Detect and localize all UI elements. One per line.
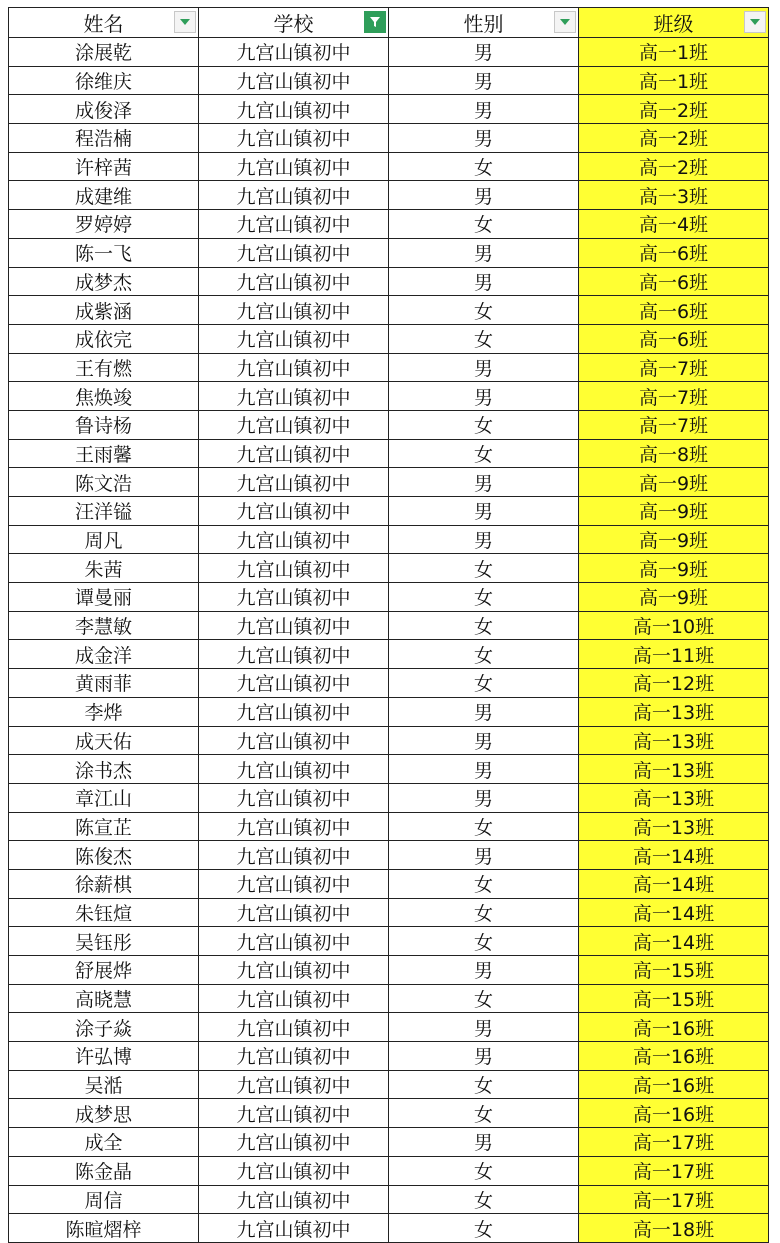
cell-name[interactable]: 程浩楠 bbox=[9, 124, 199, 153]
cell-school[interactable]: 九宫山镇初中 bbox=[199, 1070, 389, 1099]
cell-gender[interactable]: 女 bbox=[389, 669, 579, 698]
cell-name[interactable]: 成天佑 bbox=[9, 726, 199, 755]
cell-gender[interactable]: 女 bbox=[389, 1099, 579, 1128]
cell-class[interactable]: 高一15班 bbox=[579, 984, 769, 1013]
cell-class[interactable]: 高一14班 bbox=[579, 927, 769, 956]
column-header-name[interactable] bbox=[9, 8, 199, 38]
cell-school[interactable]: 九宫山镇初中 bbox=[199, 669, 389, 698]
cell-class[interactable]: 高一17班 bbox=[579, 1185, 769, 1214]
table-row bbox=[9, 152, 769, 181]
table-row bbox=[9, 1128, 769, 1157]
cell-name[interactable]: 成建维 bbox=[9, 181, 199, 210]
cell-class[interactable]: 高一4班 bbox=[579, 210, 769, 239]
table-row bbox=[9, 869, 769, 898]
cell-class[interactable]: 高一16班 bbox=[579, 1070, 769, 1099]
filter-active-button[interactable] bbox=[364, 11, 386, 33]
cell-gender[interactable]: 女 bbox=[389, 1070, 579, 1099]
cell-class[interactable]: 高一7班 bbox=[579, 353, 769, 382]
table-row bbox=[9, 956, 769, 985]
cell-school[interactable]: 九宫山镇初中 bbox=[199, 382, 389, 411]
cell-school[interactable]: 九宫山镇初中 bbox=[199, 353, 389, 382]
table-row bbox=[9, 410, 769, 439]
filter-dropdown-button[interactable] bbox=[174, 11, 196, 33]
cell-class[interactable]: 高一9班 bbox=[579, 583, 769, 612]
cell-school[interactable]: 九宫山镇初中 bbox=[199, 1185, 389, 1214]
cell-class[interactable]: 高一17班 bbox=[579, 1128, 769, 1157]
table-row bbox=[9, 726, 769, 755]
table-row bbox=[9, 783, 769, 812]
cell-gender[interactable]: 男 bbox=[389, 181, 579, 210]
cell-gender[interactable]: 男 bbox=[389, 697, 579, 726]
table-row bbox=[9, 669, 769, 698]
column-header-label: 性别 bbox=[463, 12, 504, 36]
cell-name[interactable]: 成金洋 bbox=[9, 640, 199, 669]
cell-class[interactable]: 高一3班 bbox=[579, 181, 769, 210]
cell-name[interactable]: 周凡 bbox=[9, 525, 199, 554]
cell-class[interactable]: 高一16班 bbox=[579, 1042, 769, 1071]
cell-class[interactable]: 高一16班 bbox=[579, 1099, 769, 1128]
cell-gender[interactable]: 男 bbox=[389, 66, 579, 95]
cell-gender[interactable]: 女 bbox=[389, 869, 579, 898]
cell-name[interactable]: 鲁诗杨 bbox=[9, 410, 199, 439]
cell-gender[interactable]: 女 bbox=[389, 927, 579, 956]
cell-gender[interactable]: 男 bbox=[389, 238, 579, 267]
cell-school[interactable]: 九宫山镇初中 bbox=[199, 898, 389, 927]
cell-name[interactable]: 陈一飞 bbox=[9, 238, 199, 267]
cell-school[interactable]: 九宫山镇初中 bbox=[199, 410, 389, 439]
table-row bbox=[9, 497, 769, 526]
cell-class[interactable]: 高一7班 bbox=[579, 382, 769, 411]
cell-gender[interactable]: 男 bbox=[389, 841, 579, 870]
cell-school[interactable]: 九宫山镇初中 bbox=[199, 956, 389, 985]
table-row bbox=[9, 927, 769, 956]
cell-name[interactable]: 章江山 bbox=[9, 783, 199, 812]
cell-class[interactable]: 高一13班 bbox=[579, 726, 769, 755]
cell-school[interactable]: 九宫山镇初中 bbox=[199, 726, 389, 755]
cell-gender[interactable]: 男 bbox=[389, 525, 579, 554]
cell-class[interactable]: 高一17班 bbox=[579, 1156, 769, 1185]
cell-school[interactable]: 九宫山镇初中 bbox=[199, 1128, 389, 1157]
cell-class[interactable]: 高一10班 bbox=[579, 611, 769, 640]
table-row bbox=[9, 1099, 769, 1128]
cell-gender[interactable]: 男 bbox=[389, 95, 579, 124]
filter-funnel-icon bbox=[369, 16, 381, 28]
cell-class[interactable]: 高一9班 bbox=[579, 468, 769, 497]
cell-class[interactable]: 高一7班 bbox=[579, 410, 769, 439]
cell-name[interactable]: 陈文浩 bbox=[9, 468, 199, 497]
cell-class[interactable]: 高一11班 bbox=[579, 640, 769, 669]
cell-name[interactable]: 徐薪棋 bbox=[9, 869, 199, 898]
cell-class[interactable]: 高一14班 bbox=[579, 869, 769, 898]
cell-class[interactable]: 高一15班 bbox=[579, 956, 769, 985]
cell-class[interactable]: 高一9班 bbox=[579, 525, 769, 554]
cell-name[interactable]: 李慧敏 bbox=[9, 611, 199, 640]
cell-school[interactable]: 九宫山镇初中 bbox=[199, 267, 389, 296]
table-row bbox=[9, 1214, 769, 1243]
cell-school[interactable]: 九宫山镇初中 bbox=[199, 66, 389, 95]
cell-class[interactable]: 高一2班 bbox=[579, 124, 769, 153]
table-row bbox=[9, 38, 769, 67]
cell-gender[interactable]: 女 bbox=[389, 1156, 579, 1185]
cell-school[interactable]: 九宫山镇初中 bbox=[199, 1214, 389, 1243]
cell-name[interactable]: 谭曼丽 bbox=[9, 583, 199, 612]
cell-class[interactable]: 高一14班 bbox=[579, 841, 769, 870]
chevron-down-icon bbox=[180, 19, 190, 25]
cell-gender[interactable]: 女 bbox=[389, 439, 579, 468]
table-row bbox=[9, 238, 769, 267]
cell-name[interactable]: 陈金晶 bbox=[9, 1156, 199, 1185]
table-row bbox=[9, 95, 769, 124]
cell-name[interactable]: 王有燃 bbox=[9, 353, 199, 382]
filter-dropdown-button[interactable] bbox=[744, 11, 766, 33]
cell-class[interactable]: 高一13班 bbox=[579, 755, 769, 784]
cell-name[interactable]: 舒展烨 bbox=[9, 956, 199, 985]
table-row bbox=[9, 66, 769, 95]
cell-name[interactable]: 成依完 bbox=[9, 324, 199, 353]
cell-class[interactable]: 高一16班 bbox=[579, 1013, 769, 1042]
cell-class[interactable]: 高一9班 bbox=[579, 554, 769, 583]
cell-gender[interactable]: 男 bbox=[389, 468, 579, 497]
cell-school[interactable]: 九宫山镇初中 bbox=[199, 640, 389, 669]
cell-name[interactable]: 成全 bbox=[9, 1128, 199, 1157]
cell-name[interactable]: 涂子焱 bbox=[9, 1013, 199, 1042]
cell-name[interactable]: 焦焕竣 bbox=[9, 382, 199, 411]
cell-gender[interactable]: 女 bbox=[389, 611, 579, 640]
table-row bbox=[9, 898, 769, 927]
table-row bbox=[9, 755, 769, 784]
cell-name[interactable]: 涂展乾 bbox=[9, 38, 199, 67]
cell-school[interactable]: 九宫山镇初中 bbox=[199, 1156, 389, 1185]
cell-class[interactable]: 高一18班 bbox=[579, 1214, 769, 1243]
cell-name[interactable]: 陈俊杰 bbox=[9, 841, 199, 870]
cell-name[interactable]: 王雨馨 bbox=[9, 439, 199, 468]
cell-class[interactable]: 高一12班 bbox=[579, 669, 769, 698]
cell-gender[interactable]: 女 bbox=[389, 583, 579, 612]
cell-class[interactable]: 高一6班 bbox=[579, 238, 769, 267]
column-header-gender[interactable] bbox=[389, 8, 579, 38]
cell-school[interactable]: 九宫山镇初中 bbox=[199, 468, 389, 497]
cell-class[interactable]: 高一1班 bbox=[579, 66, 769, 95]
table-row bbox=[9, 181, 769, 210]
cell-school[interactable]: 九宫山镇初中 bbox=[199, 497, 389, 526]
cell-gender[interactable]: 男 bbox=[389, 38, 579, 67]
table-row bbox=[9, 124, 769, 153]
cell-school[interactable]: 九宫山镇初中 bbox=[199, 439, 389, 468]
cell-school[interactable]: 九宫山镇初中 bbox=[199, 324, 389, 353]
cell-school[interactable]: 九宫山镇初中 bbox=[199, 210, 389, 239]
cell-class[interactable]: 高一14班 bbox=[579, 898, 769, 927]
cell-name[interactable]: 吴钰彤 bbox=[9, 927, 199, 956]
table-row bbox=[9, 525, 769, 554]
cell-class[interactable]: 高一6班 bbox=[579, 296, 769, 325]
cell-school[interactable]: 九宫山镇初中 bbox=[199, 869, 389, 898]
cell-school[interactable]: 九宫山镇初中 bbox=[199, 697, 389, 726]
cell-class[interactable]: 高一2班 bbox=[579, 95, 769, 124]
cell-name[interactable]: 黄雨菲 bbox=[9, 669, 199, 698]
table-row bbox=[9, 267, 769, 296]
cell-school[interactable]: 九宫山镇初中 bbox=[199, 841, 389, 870]
cell-gender[interactable]: 男 bbox=[389, 1042, 579, 1071]
column-header-class[interactable] bbox=[579, 8, 769, 38]
chevron-down-icon bbox=[560, 19, 570, 25]
table-row bbox=[9, 210, 769, 239]
table-row bbox=[9, 554, 769, 583]
table-row bbox=[9, 324, 769, 353]
table-row bbox=[9, 611, 769, 640]
cell-gender[interactable]: 男 bbox=[389, 382, 579, 411]
table-row bbox=[9, 812, 769, 841]
table-row bbox=[9, 841, 769, 870]
cell-class[interactable]: 高一6班 bbox=[579, 267, 769, 296]
table-row bbox=[9, 984, 769, 1013]
table-row bbox=[9, 382, 769, 411]
cell-class[interactable]: 高一13班 bbox=[579, 697, 769, 726]
cell-gender[interactable]: 男 bbox=[389, 726, 579, 755]
cell-gender[interactable]: 男 bbox=[389, 353, 579, 382]
cell-school[interactable]: 九宫山镇初中 bbox=[199, 927, 389, 956]
table-row bbox=[9, 468, 769, 497]
cell-school[interactable]: 九宫山镇初中 bbox=[199, 611, 389, 640]
cell-name[interactable]: 汪洋镒 bbox=[9, 497, 199, 526]
cell-school[interactable]: 九宫山镇初中 bbox=[199, 38, 389, 67]
cell-school[interactable]: 九宫山镇初中 bbox=[199, 296, 389, 325]
cell-name[interactable]: 罗婷婷 bbox=[9, 210, 199, 239]
cell-gender[interactable]: 女 bbox=[389, 640, 579, 669]
header-row bbox=[9, 8, 769, 38]
cell-gender[interactable]: 男 bbox=[389, 267, 579, 296]
cell-name[interactable]: 陈宣芷 bbox=[9, 812, 199, 841]
cell-name[interactable]: 成梦杰 bbox=[9, 267, 199, 296]
cell-school[interactable]: 九宫山镇初中 bbox=[199, 152, 389, 181]
cell-name[interactable]: 李烨 bbox=[9, 697, 199, 726]
cell-school[interactable]: 九宫山镇初中 bbox=[199, 238, 389, 267]
cell-school[interactable]: 九宫山镇初中 bbox=[199, 124, 389, 153]
cell-gender[interactable]: 女 bbox=[389, 324, 579, 353]
cell-school[interactable]: 九宫山镇初中 bbox=[199, 984, 389, 1013]
cell-gender[interactable]: 男 bbox=[389, 956, 579, 985]
cell-class[interactable]: 高一6班 bbox=[579, 324, 769, 353]
cell-gender[interactable]: 女 bbox=[389, 554, 579, 583]
cell-school[interactable]: 九宫山镇初中 bbox=[199, 812, 389, 841]
spreadsheet-table bbox=[8, 7, 769, 1243]
cell-gender[interactable]: 男 bbox=[389, 755, 579, 784]
cell-gender[interactable]: 男 bbox=[389, 1128, 579, 1157]
cell-school[interactable]: 九宫山镇初中 bbox=[199, 1042, 389, 1071]
cell-school[interactable]: 九宫山镇初中 bbox=[199, 1099, 389, 1128]
cell-gender[interactable]: 女 bbox=[389, 898, 579, 927]
table-row bbox=[9, 1042, 769, 1071]
cell-school[interactable]: 九宫山镇初中 bbox=[199, 583, 389, 612]
cell-name[interactable]: 涂书杰 bbox=[9, 755, 199, 784]
filter-dropdown-button[interactable] bbox=[554, 11, 576, 33]
cell-gender[interactable]: 女 bbox=[389, 812, 579, 841]
cell-name[interactable]: 朱钰煊 bbox=[9, 898, 199, 927]
cell-school[interactable]: 九宫山镇初中 bbox=[199, 755, 389, 784]
cell-gender[interactable]: 男 bbox=[389, 124, 579, 153]
cell-gender[interactable]: 女 bbox=[389, 296, 579, 325]
cell-gender[interactable]: 女 bbox=[389, 152, 579, 181]
table-row bbox=[9, 1156, 769, 1185]
table-row bbox=[9, 640, 769, 669]
cell-class[interactable]: 高一13班 bbox=[579, 812, 769, 841]
table-row bbox=[9, 1013, 769, 1042]
cell-name[interactable]: 成紫涵 bbox=[9, 296, 199, 325]
column-header-label: 班级 bbox=[653, 12, 694, 36]
cell-gender[interactable]: 女 bbox=[389, 984, 579, 1013]
cell-school[interactable]: 九宫山镇初中 bbox=[199, 181, 389, 210]
cell-class[interactable]: 高一1班 bbox=[579, 38, 769, 67]
table-row bbox=[9, 296, 769, 325]
cell-gender[interactable]: 男 bbox=[389, 497, 579, 526]
cell-class[interactable]: 高一8班 bbox=[579, 439, 769, 468]
cell-school[interactable]: 九宫山镇初中 bbox=[199, 525, 389, 554]
cell-name[interactable]: 陈暄熠梓 bbox=[9, 1214, 199, 1243]
cell-class[interactable]: 高一2班 bbox=[579, 152, 769, 181]
cell-gender[interactable]: 女 bbox=[389, 1214, 579, 1243]
table-row bbox=[9, 1070, 769, 1099]
cell-school[interactable]: 九宫山镇初中 bbox=[199, 554, 389, 583]
cell-name[interactable]: 成梦思 bbox=[9, 1099, 199, 1128]
cell-name[interactable]: 成俊泽 bbox=[9, 95, 199, 124]
table-row bbox=[9, 353, 769, 382]
cell-school[interactable]: 九宫山镇初中 bbox=[199, 783, 389, 812]
cell-name[interactable]: 吴湉 bbox=[9, 1070, 199, 1099]
cell-class[interactable]: 高一9班 bbox=[579, 497, 769, 526]
cell-name[interactable]: 高晓慧 bbox=[9, 984, 199, 1013]
table-row bbox=[9, 439, 769, 468]
cell-name[interactable]: 徐维庆 bbox=[9, 66, 199, 95]
chevron-down-icon bbox=[750, 19, 760, 25]
column-header-school[interactable] bbox=[199, 8, 389, 38]
cell-gender[interactable]: 女 bbox=[389, 1185, 579, 1214]
cell-school[interactable]: 九宫山镇初中 bbox=[199, 95, 389, 124]
table-body bbox=[9, 38, 769, 1243]
cell-gender[interactable]: 男 bbox=[389, 1013, 579, 1042]
cell-name[interactable]: 许弘博 bbox=[9, 1042, 199, 1071]
cell-name[interactable]: 周信 bbox=[9, 1185, 199, 1214]
cell-name[interactable]: 许梓茜 bbox=[9, 152, 199, 181]
column-header-label: 姓名 bbox=[83, 12, 124, 36]
cell-gender[interactable]: 女 bbox=[389, 210, 579, 239]
table-row bbox=[9, 1185, 769, 1214]
column-header-label: 学校 bbox=[273, 12, 314, 36]
cell-gender[interactable]: 男 bbox=[389, 783, 579, 812]
table-row bbox=[9, 697, 769, 726]
cell-class[interactable]: 高一13班 bbox=[579, 783, 769, 812]
table-row bbox=[9, 583, 769, 612]
cell-name[interactable]: 朱茜 bbox=[9, 554, 199, 583]
cell-gender[interactable]: 女 bbox=[389, 410, 579, 439]
cell-school[interactable]: 九宫山镇初中 bbox=[199, 1013, 389, 1042]
